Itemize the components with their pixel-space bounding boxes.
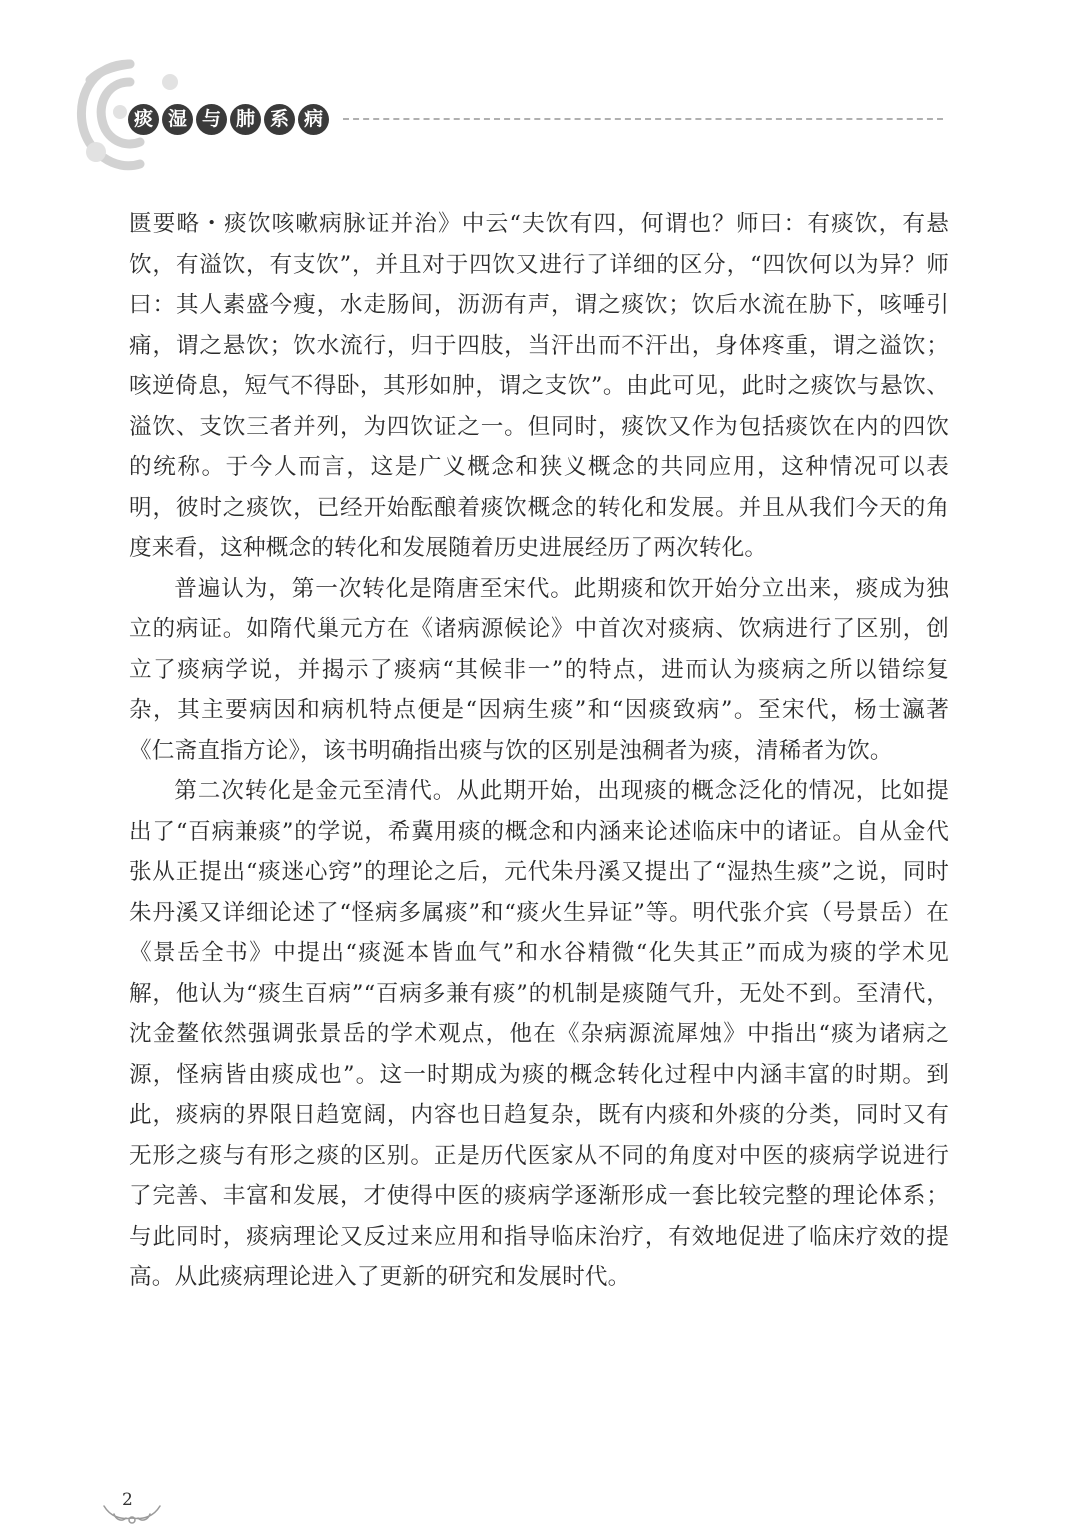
page-footer <box>100 1490 170 1535</box>
title-char: 肺 <box>230 104 261 135</box>
title-char: 系 <box>264 104 295 135</box>
title-char: 湿 <box>162 104 193 135</box>
paragraph: 普遍认为，第一次转化是隋唐至宋代。此期痰和饮开始分立出来，痰成为独立的病证。如隋代巢元方在《诸病源候论》中首次对痰病、饮病进行了区别，创立了痰病学说，并揭示了痰病“其候非一”的特点，进而认为痰病之所以错综复杂，其主要病因和病机特点便是“因病生痰”和“因痰致病”。至宋代，杨士瀛著《仁斋直指方论》，该书明确指出痰与饮的区别是浊稠者为痰，清稀者为饮。 <box>129 575 949 764</box>
title-char: 痰 <box>128 104 159 135</box>
title-char: 病 <box>298 104 329 135</box>
page-header <box>0 0 1087 200</box>
body-text <box>129 204 949 1298</box>
scroll-ornament-icon <box>100 1502 164 1526</box>
paragraph: 匮要略・痰饮咳嗽病脉证并治》中云“夫饮有四，何谓也？师曰：有痰饮，有悬饮，有溢饮，有支饮”，并且对于四饮又进行了详细的区分，“四饮何以为异？师曰：其人素盛今瘦，水走肠间，沥沥有声，谓之痰饮；饮后水流在胁下，咳唾引痛，谓之悬饮；饮水流行，归于四肢，当汗出而不汗出，身体疼重，谓之溢饮；咳逆倚息，短气不得卧，其形如肿，谓之支饮”。由此可见，此时之痰饮与悬饮、溢饮、支饮三者并列，为四饮证之一。但同时，痰饮又作为包括痰饮在内的四饮的统称。于今人而言，这是广义概念和狭义概念的共同应用，这种情况可以表明，彼时之痰饮，已经开始酝酿着痰饮概念的转化和发展。并且从我们今天的角度来看，这种概念的转化和发展随着历史进展经历了两次转化。 <box>129 211 949 561</box>
title-char: 与 <box>196 104 227 135</box>
running-header-title <box>128 104 329 135</box>
page-number: 2 <box>122 1490 133 1510</box>
header-dashed-rule <box>343 118 943 120</box>
paragraph: 第二次转化是金元至清代。从此期开始，出现痰的概念泛化的情况，比如提出了“百病兼痰”的学说，希冀用痰的概念和内涵来论述临床中的诸证。自从金代张从正提出“痰迷心窍”的理论之后，元代朱丹溪又提出了“湿热生痰”之说，同时朱丹溪又详细论述了“怪病多属痰”和“痰火生异证”等。明代张介宾（号景岳）在《景岳全书》中提出“痰涎本皆血气”和水谷精微“化失其正”而成为痰的学术见解，他认为“痰生百病”“百病多兼有痰”的机制是痰随气升，无处不到。至清代，沈金鳌依然强调张景岳的学术观点，他在《杂病源流犀烛》中指出“痰为诸病之源，怪病皆由痰成也”。这一时期成为痰的概念转化过程中内涵丰富的时期。到此，痰病的界限日趋宽阔，内容也日趋复杂，既有内痰和外痰的分类，同时又有无形之痰与有形之痰的区别。正是历代医家从不同的角度对中医的痰病学说进行了完善、丰富和发展，才使得中医的痰病学逐渐形成一套比较完整的理论体系；与此同时，痰病理论又反过来应用和指导临床治疗，有效地促进了临床疗效的提高。从此痰病理论进入了更新的研究和发展时代。 <box>129 778 949 1290</box>
